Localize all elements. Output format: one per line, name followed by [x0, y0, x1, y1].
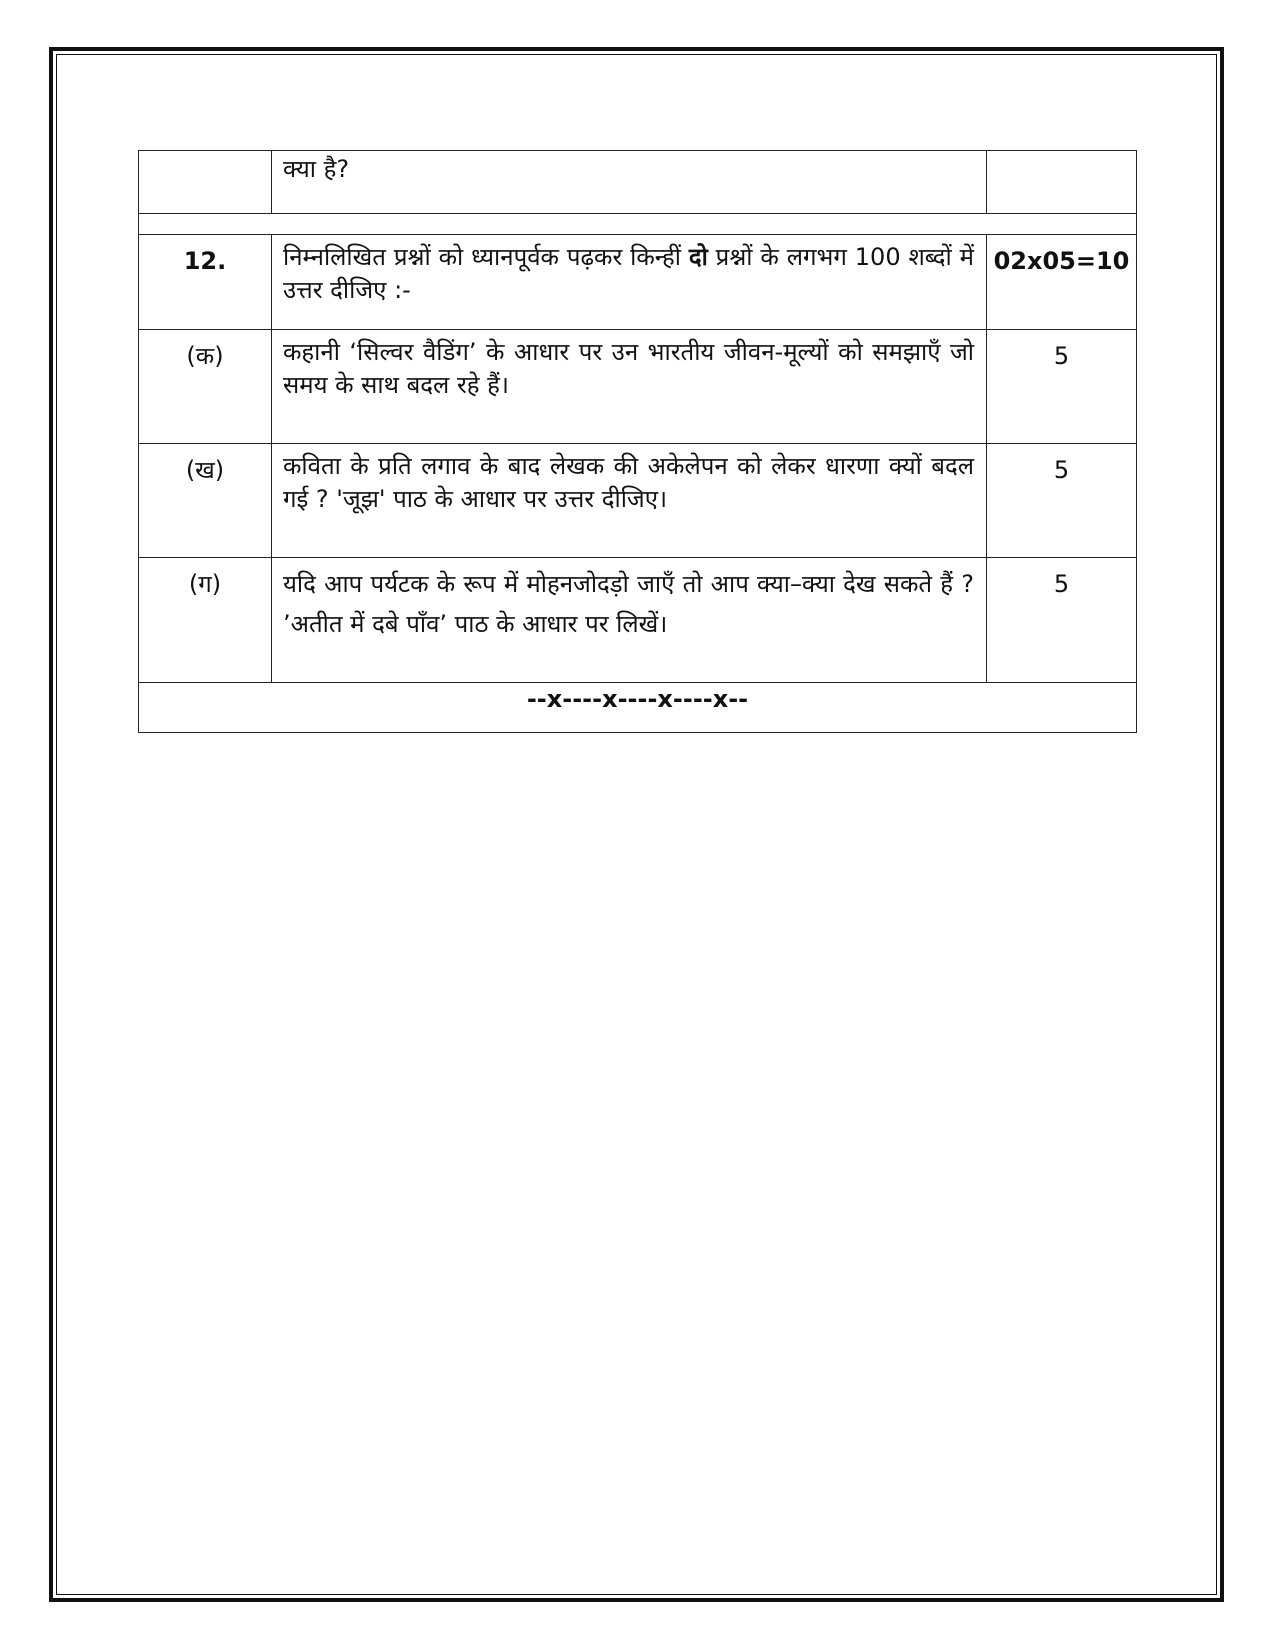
table-row-subquestion	[139, 558, 1137, 683]
subquestion-text: कहानी ‘सिल्वर वैडिंग’ के आधार पर उन भारतीय जीवन-मूल्यों को समझाएँ जो समय के साथ बदल रहे हैं।	[272, 330, 987, 444]
subquestion-marks: 5	[987, 444, 1137, 558]
spacer-cell	[139, 214, 1137, 235]
instruction-part-2: प्रश्नों के लगभग 100 शब्दों में उत्तर दीजिए :-	[283, 243, 974, 304]
question-table	[138, 150, 1137, 733]
subquestion-label: (ख)	[139, 444, 272, 558]
subquestion-text: कविता के प्रति लगाव के बाद लेखक की अकेलेपन को लेकर धारणा क्यों बदल गई ? 'जूझ' पाठ के आधार पर उत्तर दीजिए।	[272, 444, 987, 558]
subquestion-marks: 5	[987, 330, 1137, 444]
number-cell-empty	[139, 151, 272, 214]
table-row-question-12	[139, 235, 1137, 330]
marks-cell-empty	[987, 151, 1137, 214]
table-row-end	[139, 683, 1137, 733]
table-row-continuation	[139, 151, 1137, 214]
table-row-spacer	[139, 214, 1137, 235]
instruction-part-1: निम्नलिखित प्रश्नों को ध्यानपूर्वक पढ़कर किन्हीं	[283, 243, 689, 271]
continuation-text: क्या है?	[272, 151, 987, 214]
question-number: 12.	[139, 235, 272, 330]
question-instruction	[272, 235, 987, 330]
question-marks: 02x05=10	[987, 235, 1137, 330]
subquestion-marks: 5	[987, 558, 1137, 683]
instruction-emphasis: दो	[688, 243, 708, 271]
subquestion-label: (ग)	[139, 558, 272, 683]
end-marker: --x----x----x----x--	[139, 683, 1137, 733]
table-row-subquestion	[139, 330, 1137, 444]
table-row-subquestion	[139, 444, 1137, 558]
subquestion-text: यदि आप पर्यटक के रूप में मोहनजोदड़ो जाएँ तो आप क्या–क्या देख सकते हैं ? ’अतीत में दबे पाँव’ पाठ के आधार पर लिखें।	[272, 558, 987, 683]
subquestion-label: (क)	[139, 330, 272, 444]
